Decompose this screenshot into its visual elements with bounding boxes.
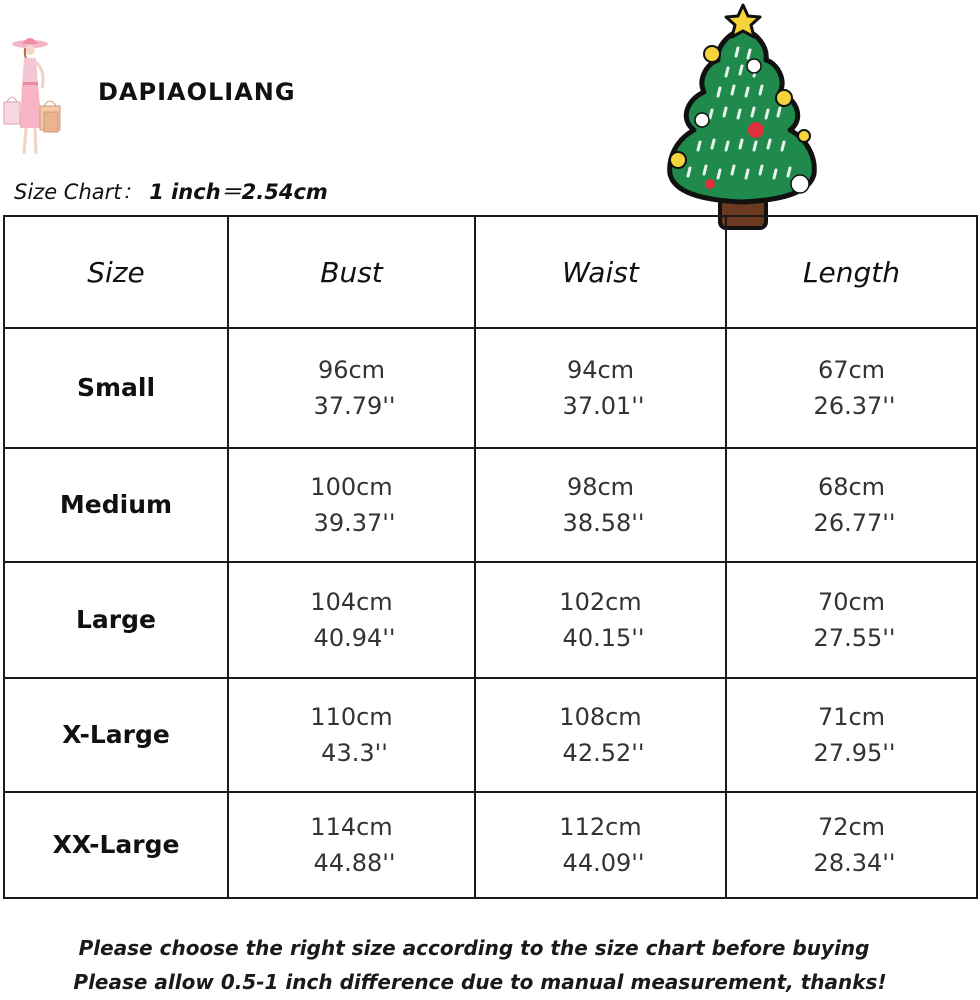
length-cell — [726, 328, 977, 448]
bust-inch: 39.37'' — [313, 509, 396, 537]
size-chart-table — [3, 215, 978, 899]
length-cell — [726, 792, 977, 898]
bust-cm: 110cm — [310, 703, 393, 731]
waist-cell — [475, 792, 726, 898]
length-cell — [726, 562, 977, 678]
size-label: Small — [4, 328, 228, 448]
waist-cell — [475, 448, 726, 562]
bust-cm: 96cm — [317, 356, 386, 384]
table-row — [4, 792, 977, 898]
length-cm: 67cm — [817, 356, 886, 384]
length-cell — [726, 448, 977, 562]
length-cell — [726, 678, 977, 792]
length-inch: 28.34'' — [813, 849, 896, 877]
table-row — [4, 328, 977, 448]
header-bust: Bust — [228, 216, 475, 328]
footer-note-measurement: Please allow 0.5-1 inch difference due to manual measurement, thanks! — [73, 970, 887, 994]
waist-inch: 42.52'' — [562, 739, 645, 767]
bust-cell — [228, 678, 475, 792]
length-inch: 27.95'' — [813, 739, 896, 767]
header-size: Size — [4, 216, 228, 328]
waist-cell — [475, 678, 726, 792]
footer-note-choose-size: Please choose the right size according to the size chart before buying — [78, 936, 870, 960]
bust-inch: 43.3'' — [321, 739, 388, 767]
waist-inch: 37.01'' — [562, 392, 645, 420]
bust-cm: 114cm — [310, 813, 393, 841]
waist-inch: 38.58'' — [562, 509, 645, 537]
bust-cell — [228, 792, 475, 898]
length-inch: 26.77'' — [813, 509, 896, 537]
waist-cell — [475, 562, 726, 678]
waist-cm: 112cm — [559, 813, 642, 841]
waist-inch: 44.09'' — [562, 849, 645, 877]
inch-conversion: 1 inch＝2.54cm — [149, 180, 328, 204]
size-chart-subtitle — [14, 176, 328, 206]
length-cm: 71cm — [817, 703, 886, 731]
length-inch: 26.37'' — [813, 392, 896, 420]
length-cm: 72cm — [817, 813, 886, 841]
size-label: Medium — [4, 448, 228, 562]
length-cm: 70cm — [817, 588, 886, 616]
bust-cm: 104cm — [310, 588, 393, 616]
bust-cm: 100cm — [310, 473, 393, 501]
waist-cell — [475, 328, 726, 448]
size-label: XX-Large — [4, 792, 228, 898]
length-inch: 27.55'' — [813, 624, 896, 652]
length-cm: 68cm — [817, 473, 886, 501]
size-label: Large — [4, 562, 228, 678]
bust-cell — [228, 328, 475, 448]
bust-cell — [228, 562, 475, 678]
waist-cm: 94cm — [566, 356, 635, 384]
header-waist: Waist — [475, 216, 726, 328]
bust-inch: 37.79'' — [313, 392, 396, 420]
waist-cm: 108cm — [559, 703, 642, 731]
bust-cell — [228, 448, 475, 562]
christmas-tree-icon — [650, 2, 832, 232]
waist-cm: 102cm — [559, 588, 642, 616]
fashion-woman-shopping-bags-icon — [2, 32, 64, 158]
waist-cm: 98cm — [566, 473, 635, 501]
size-label: X-Large — [4, 678, 228, 792]
subtitle-prefix: Size Chart： — [14, 180, 143, 204]
brand-name: DAPIAOLIANG — [98, 78, 296, 106]
table-row — [4, 678, 977, 792]
bust-inch: 40.94'' — [313, 624, 396, 652]
waist-inch: 40.15'' — [562, 624, 645, 652]
table-row — [4, 448, 977, 562]
table-header-row — [4, 216, 977, 328]
table-row — [4, 562, 977, 678]
bust-inch: 44.88'' — [313, 849, 396, 877]
header-length: Length — [726, 216, 977, 328]
